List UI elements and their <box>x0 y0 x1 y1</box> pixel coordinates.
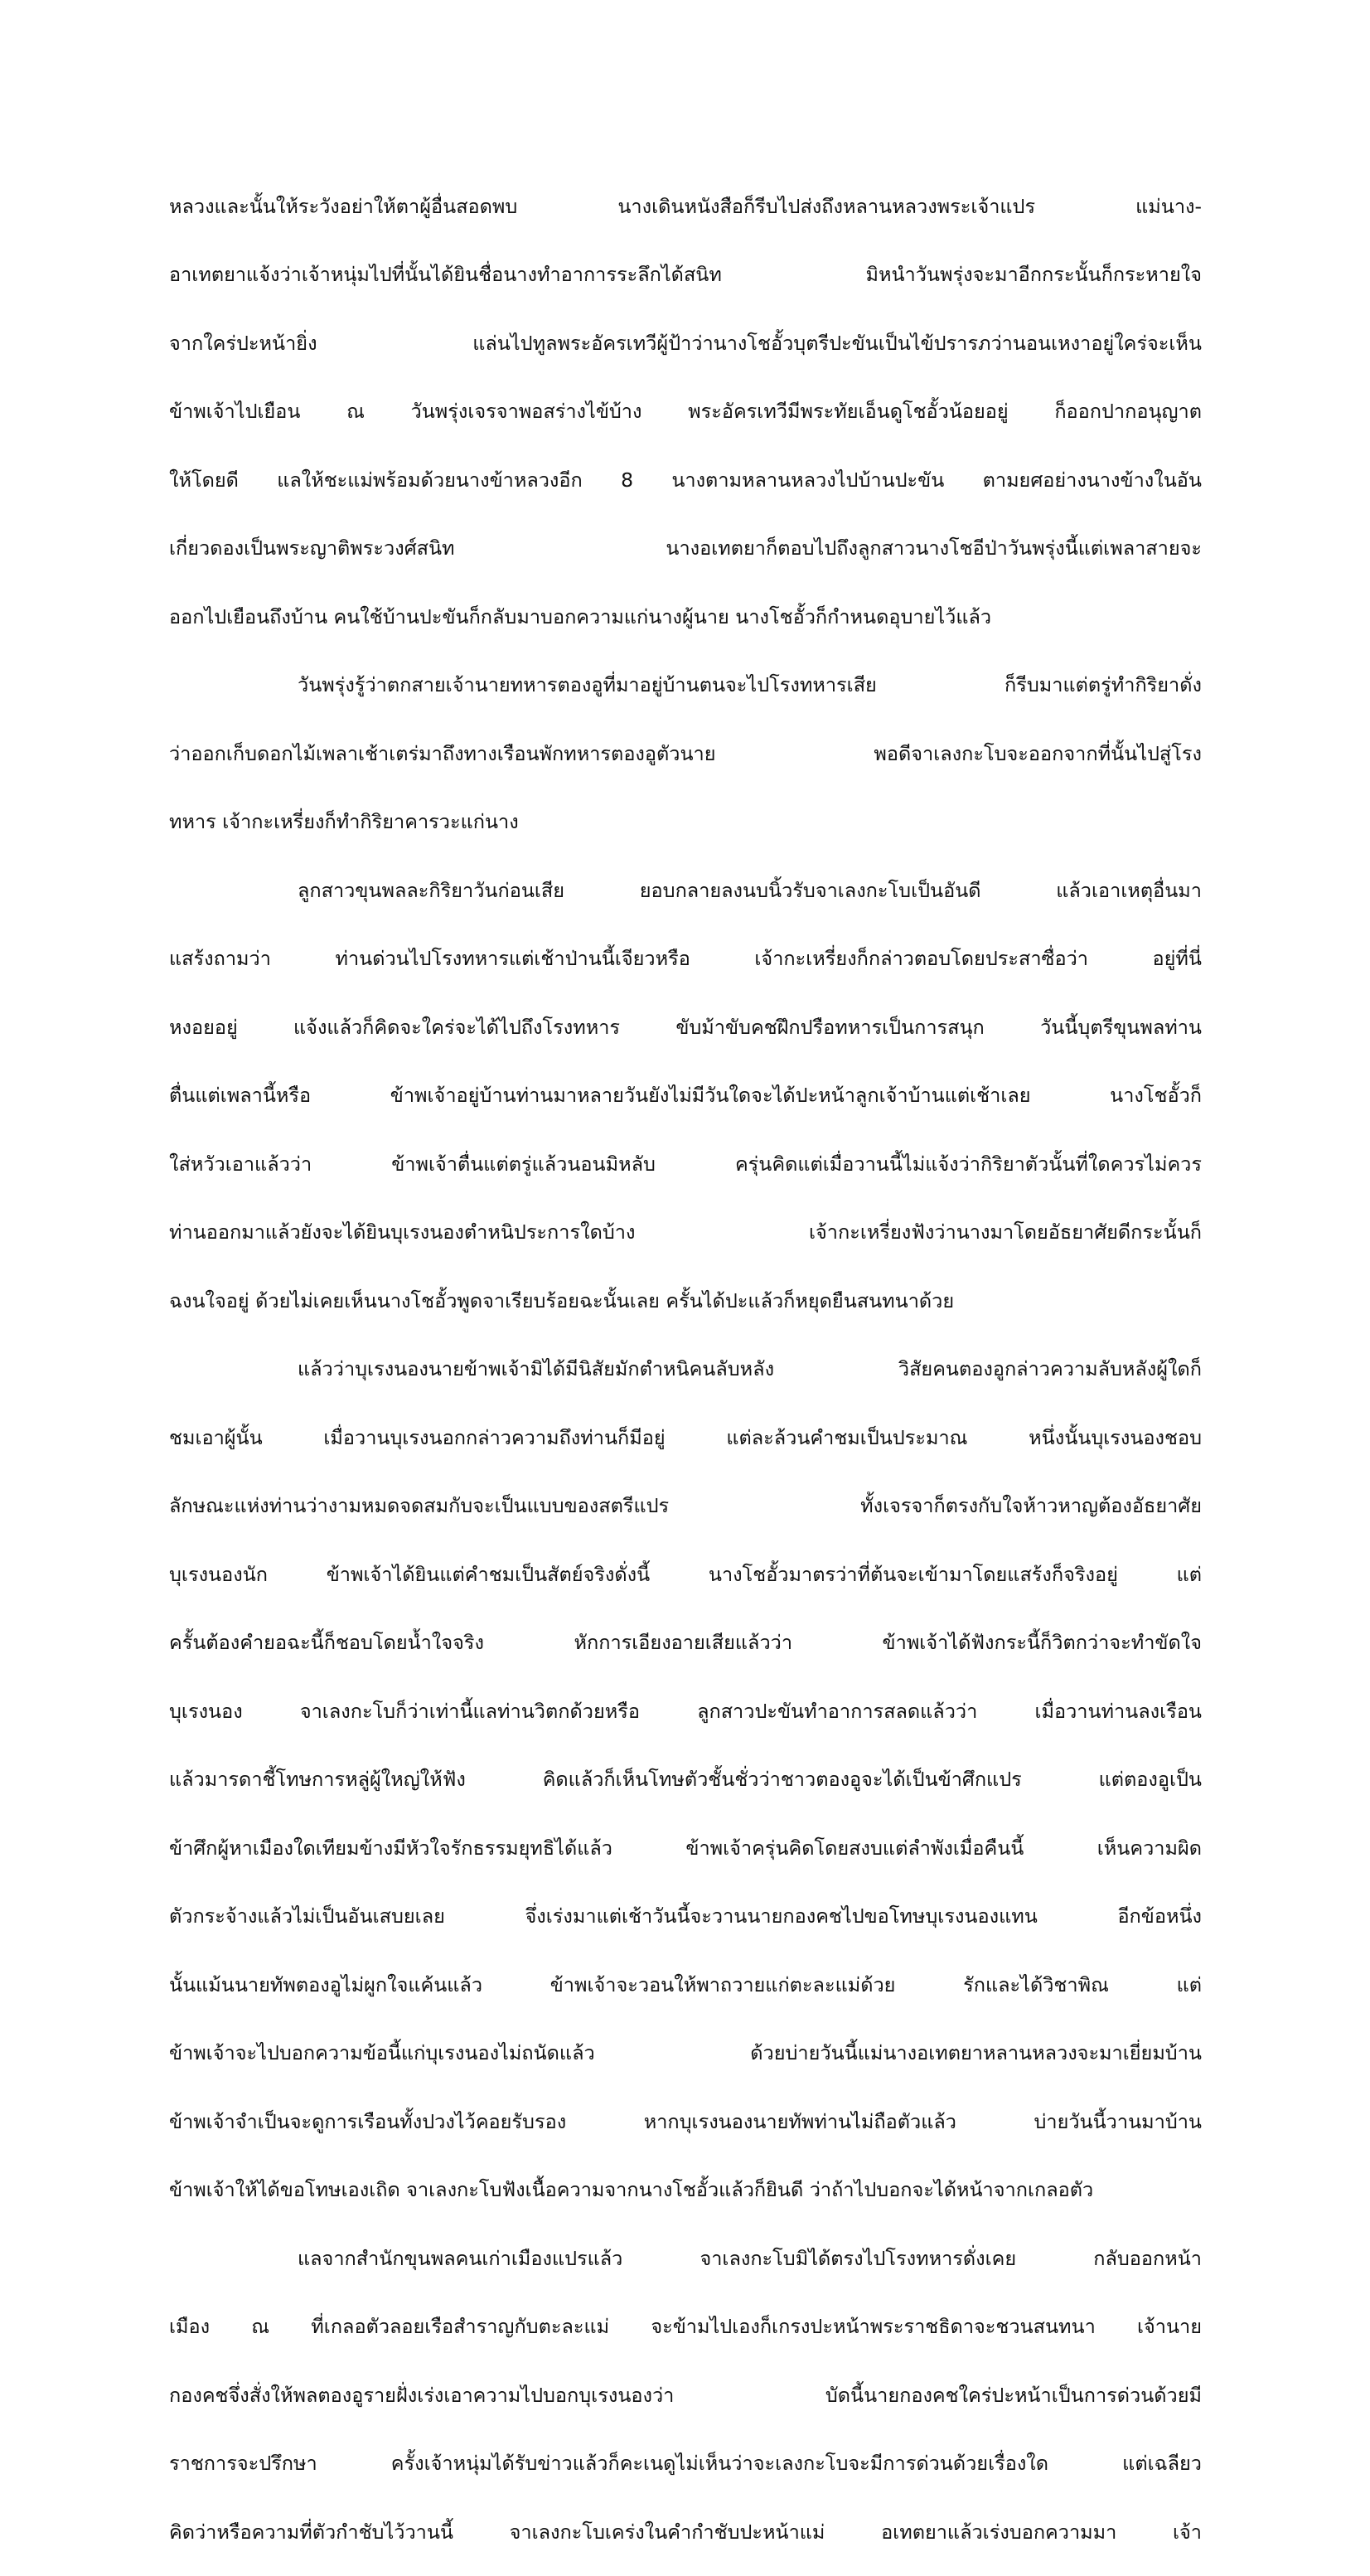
paragraph-first-line: แลจากสำนักขุนพลคนเก่าเมืองแปรแล้ว จาเลงกะโบมิได้ตรงไปโรงทหารดั่งเคย กลับออกหน้า <box>298 2246 1202 2270</box>
text-line: บุเรงนองนัก ข้าพเจ้าได้ยินแต่คำชมเป็นสัตย์จริงดั่งนี้ นางโชอั้วมาตรว่าที่ต้นจะเข้ามาโดยแสร้งก็จริงอยู่ แต่ <box>169 1562 1202 1586</box>
text-line: ข้าพเจ้าจะไปบอกความข้อนี้แก่บุเรงนองไม่ถนัดแล้ว ด้วยบ่ายวันนี้แม่นางอเทตยาหลานหลวงจะมาเยี่ยมบ้าน <box>169 2041 1202 2064</box>
paragraph-first-line: ลูกสาวขุนพลละกิริยาวันก่อนเสีย ยอบกลายลงนบนิ้วรับจาเลงกะโบเป็นอันดี แล้วเอาเหตุอื่นมา <box>298 878 1202 902</box>
text-line: อาเทตยาแจ้งว่าเจ้าหนุ่มไปที่นั้นได้ยินชื่อนางทำอาการระลึกได้สนิท มิหนำวันพรุ่งจะมาอีกกระนั้นก็กระหายใจ <box>169 263 1202 286</box>
text-line: ข้าศึกผู้หาเมืองใดเทียมข้างมีหัวใจรักธรรมยุทธิได้แล้ว ข้าพเจ้าครุ่นคิดโดยสงบแต่ลำพังเมื่อคืนนี้ เห็นความผิด <box>169 1836 1202 1860</box>
text-line: หลวงและนั้นให้ระวังอย่าให้ตาผู้อื่นสอดพบ นางเดินหนังสือก็รีบไปส่งถึงหลานหลวงพระเจ้าแปร แม่นาง- <box>169 194 1202 218</box>
text-line: ลักษณะแห่งท่านว่างามหมดจดสมกับจะเป็นแบบของสตรีแปร ทั้งเจรจาก็ตรงกับใจห้าวหาญต้องอัธยาศัย <box>169 1494 1202 1517</box>
text-line: ข้าพเจ้าไปเยือน ณ วันพรุ่งเจรจาพอสร่างไข้บ้าง พระอัครเทวีมีพระทัยเอ็นดูโชอั้วน้อยอยู่ ก็ออกปากอนุญาต <box>169 400 1202 423</box>
paragraph-first-line: แล้วว่าบุเรงนองนายข้าพเจ้ามิได้มีนิสัยมักตำหนิคนลับหลัง วิสัยคนตองอูกล่าวความลับหลังผู้ใดก็ <box>298 1357 1202 1380</box>
text-line: แสร้งถามว่า ท่านด่วนไปโรงทหารแต่เช้าป่านนี้เจียวหรือ เจ้ากะเหรี่ยงก็กล่าวตอบโดยประสาซื่อว่า อยู่ที่นี่ <box>169 947 1202 970</box>
text-line: ออกไปเยือนถึงบ้าน คนใช้บ้านปะขันก็กลับมาบอกความแก่นางผู้นาย นางโชอั้วก็กำหนดอุบายไว้แล้ว <box>169 604 992 628</box>
text-line: แล้วมารดาชี้โทษการหลู่ผู้ใหญ่ให้ฟัง คิดแล้วก็เห็นโทษตัวชั้นชั่วว่าชาวตองอูจะได้เป็นข้าศึกแปร แต่ตองอูเป็น <box>169 1768 1202 1791</box>
text-line: บุเรงนอง จาเลงกะโบก็ว่าเท่านี้แลท่านวิตกด้วยหรือ ลูกสาวปะขันทำอาการสลดแล้วว่า เมื่อวานท่านลงเรือน <box>169 1699 1202 1723</box>
text-line: ตื่นแต่เพลานี้หรือ ข้าพเจ้าอยู่บ้านท่านมาหลายวันยังไม่มีวันใดจะได้ปะหน้าลูกเจ้าบ้านแต่เช้าเลย นางโชอั้วก็ <box>169 1084 1202 1107</box>
paragraph-first-line: วันพรุ่งรู้ว่าตกสายเจ้านายทหารตองอูที่มาอยู่บ้านตนจะไปโรงทหารเสีย ก็รีบมาแต่ตรู่ทำกิริยาดั่ง <box>298 673 1202 696</box>
text-line: ให้โดยดี แลให้ชะแม่พร้อมด้วยนางข้าหลวงอีก 8 นางตามหลานหลวงไปบ้านปะขัน ตามยศอย่างนางข้างในอัน <box>169 468 1202 492</box>
text-line: ชมเอาผู้นั้น เมื่อวานบุเรงนอกกล่าวความถึงท่านก็มีอยู่ แต่ละล้วนคำชมเป็นประมาณ หนึ่งนั้นบุเรงนองชอบ <box>169 1425 1202 1449</box>
text-line: คิดว่าหรือความที่ตัวกำชับไว้วานนี้ จาเลงกะโบเคร่งในคำกำชับปะหน้าแม่ อเทตยาแล้วเร่งบอกความมา เจ้า <box>169 2520 1202 2544</box>
text-line: กองคชจึ่งสั่งให้พลตองอูรายฝั่งเร่งเอาความไปบอกบุเรงนองว่า บัดนี้นายกองคชใคร่ปะหน้าเป็นการด่วนด้วยมี <box>169 2383 1202 2407</box>
text-line: ฉงนใจอยู่ ด้วยไม่เคยเห็นนางโชอั้วพูดจาเรียบร้อยฉะนั้นเลย ครั้นได้ปะแล้วก็หยุดยืนสนทนาด้วย <box>169 1288 955 1312</box>
text-line: จากใคร่ปะหน้ายิ่ง แล่นไปทูลพระอัครเทวีผู้ป้าว่านางโชอั้วบุตรีปะขันเป็นไข้ปรารภว่านอนเหงาอยู่ใคร่จะเห็น <box>169 331 1202 355</box>
text-line: เมือง ณ ที่เกลอตัวลอยเรือสำราญกับตะละแม่ จะข้ามไปเองก็เกรงปะหน้าพระราชธิดาจะชวนสนทนา เจ้านาย <box>169 2315 1202 2338</box>
text-line: ตัวกระจ้างแล้วไม่เป็นอันเสบยเลย จึ่งเร่งมาแต่เช้าวันนี้จะวานนายกองคชไปขอโทษบุเรงนองแทน อีกข้อหนึ่ง <box>169 1904 1202 1928</box>
text-line: ครั้นต้องคำยอฉะนี้ก็ชอบโดยน้ำใจจริง หักการเอียงอายเสียแล้วว่า ข้าพเจ้าได้ฟังกระนี้ก็วิตกว่าจะทำขัดใจ <box>169 1631 1202 1654</box>
text-line: หงอยอยู่ แจ้งแล้วก็คิดจะใคร่จะได้ไปถึงโรงทหาร ขับม้าขับคชฝึกปรือทหารเป็นการสนุก วันนี้บุตรีขุนพลท่าน <box>169 1015 1202 1039</box>
text-line: นั้นแม้นนายทัพตองอูไม่ผูกใจแค้นแล้ว ข้าพเจ้าจะวอนให้พาถวายแก่ตะละแม่ด้วย รักและได้วิชาพิณ แต่ <box>169 1972 1202 1996</box>
text-line: ใส่หวัวเอาแล้วว่า ข้าพเจ้าตื่นแต่ตรู่แล้วนอนมิหลับ ครุ่นคิดแต่เมื่อวานนี้ไม่แจ้งว่ากิริยาตัวนั้นที่ใดควรไม่ควร <box>169 1152 1202 1176</box>
text-line: เกี่ยวดองเป็นพระญาติพระวงศ์สนิท นางอเทตยาก็ตอบไปถึงลูกสาวนางโชอีป่าวันพรุ่งนี้แต่เพลาสายจะ <box>169 536 1202 560</box>
text-line: ทหาร เจ้ากะเหรี่ยงก็ทำกิริยาคารวะแก่นาง <box>169 810 519 833</box>
text-line: ราชการจะปรึกษา ครั้งเจ้าหนุ่มได้รับข่าวแล้วก็คะเนดูไม่เห็นว่าจะเลงกะโบจะมีการด่วนด้วยเรื่องใด แต่เฉลียว <box>169 2452 1202 2475</box>
text-line: ว่าออกเก็บดอกไม้เพลาเช้าเตร่มาถึงทางเรือนพักทหารตองอูตัวนาย พอดีจาเลงกะโบจะออกจากที่นั้นไปสู่โรง <box>169 741 1202 765</box>
text-line: ข้าพเจ้าจำเป็นจะดูการเรือนทั้งปวงไว้คอยรับรอง หากบุเรงนองนายทัพท่านไม่ถือตัวแล้ว บ่ายวันนี้วานมาบ้าน <box>169 2109 1202 2133</box>
document-page <box>169 163 1202 2576</box>
text-line: ข้าพเจ้าให้ได้ขอโทษเองเถิด จาเลงกะโบฟังเนื้อความจากนางโชอั้วแล้วก็ยินดี ว่าถ้าไปบอกจะได้หน้าจากเกลอตัว <box>169 2178 1094 2201</box>
text-line: ท่านออกมาแล้วยังจะได้ยินบุเรงนองตำหนิประการใดบ้าง เจ้ากะเหรี่ยงฟังว่านางมาโดยอัธยาศัยดีกระนั้นก็ <box>169 1220 1202 1244</box>
